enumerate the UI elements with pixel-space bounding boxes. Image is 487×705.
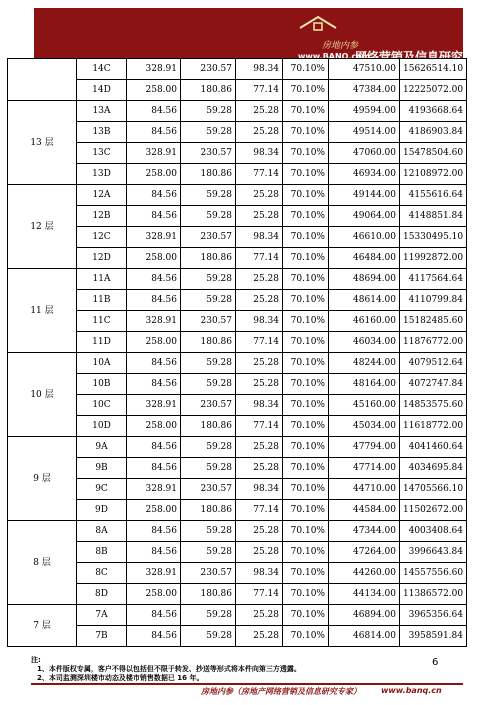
table-row: [8, 185, 467, 206]
value-cell: 46814.00: [329, 626, 400, 647]
unit-cell: 11D: [77, 332, 127, 353]
value-cell: 70.10%: [283, 479, 329, 500]
table-row: [8, 311, 467, 332]
value-cell: 59.28: [181, 542, 236, 563]
value-cell: 180.86: [181, 500, 236, 521]
value-cell: 49514.00: [329, 122, 400, 143]
unit-cell: 11A: [77, 269, 127, 290]
value-cell: 70.10%: [283, 353, 329, 374]
value-cell: 230.57: [181, 59, 236, 80]
table-row: [8, 395, 467, 416]
value-cell: 328.91: [127, 563, 181, 584]
floor-label: 11 层: [8, 269, 77, 353]
value-cell: 25.28: [236, 290, 283, 311]
value-cell: 46484.00: [329, 248, 400, 269]
footer-text: 房地内参（房地产网络营销及信息研究专家）: [201, 687, 361, 696]
unit-cell: 8A: [77, 521, 127, 542]
unit-cell: 12C: [77, 227, 127, 248]
value-cell: 98.34: [236, 227, 283, 248]
notes-label: 注:: [31, 656, 41, 664]
value-cell: 180.86: [181, 584, 236, 605]
value-cell: 70.10%: [283, 206, 329, 227]
value-cell: 84.56: [127, 437, 181, 458]
value-cell: 44134.00: [329, 584, 400, 605]
value-cell: 70.10%: [283, 416, 329, 437]
value-cell: 328.91: [127, 395, 181, 416]
value-cell: 46160.00: [329, 311, 400, 332]
unit-cell: 10D: [77, 416, 127, 437]
value-cell: 328.91: [127, 227, 181, 248]
value-cell: 15626514.10: [400, 59, 467, 80]
table-row: [8, 500, 467, 521]
value-cell: 3958591.84: [400, 626, 467, 647]
unit-cell: 13B: [77, 122, 127, 143]
value-cell: 70.10%: [283, 437, 329, 458]
notes-line-1: 1、本件版权专属，客户不得以包括但不限于转发、抄送等形式将本件向第三方透露。: [37, 665, 301, 673]
unit-cell: 10C: [77, 395, 127, 416]
value-cell: 230.57: [181, 227, 236, 248]
value-cell: 14705566.10: [400, 479, 467, 500]
unit-cell: 8B: [77, 542, 127, 563]
value-cell: 48244.00: [329, 353, 400, 374]
value-cell: 4110799.84: [400, 290, 467, 311]
value-cell: 59.28: [181, 437, 236, 458]
value-cell: 258.00: [127, 416, 181, 437]
value-cell: 230.57: [181, 395, 236, 416]
value-cell: 328.91: [127, 311, 181, 332]
value-cell: 84.56: [127, 521, 181, 542]
table-row: [8, 542, 467, 563]
header-banner: [34, 8, 487, 64]
table-row: [8, 563, 467, 584]
table-row: [8, 80, 467, 101]
value-cell: 47264.00: [329, 542, 400, 563]
header-url: www.BANQ.com: [298, 52, 371, 61]
value-cell: 15182485.60: [400, 311, 467, 332]
value-cell: 48694.00: [329, 269, 400, 290]
value-cell: 25.28: [236, 101, 283, 122]
value-cell: 84.56: [127, 458, 181, 479]
table-row: [8, 584, 467, 605]
header-tagline: 房地内参: [322, 41, 359, 51]
floor-label: 9 层: [8, 437, 77, 521]
value-cell: 70.10%: [283, 164, 329, 185]
value-cell: 180.86: [181, 164, 236, 185]
value-cell: 15330495.10: [400, 227, 467, 248]
value-cell: 180.86: [181, 248, 236, 269]
floor-label: 7 层: [8, 605, 77, 647]
value-cell: 70.10%: [283, 395, 329, 416]
unit-cell: 14D: [77, 80, 127, 101]
value-cell: 70.10%: [283, 542, 329, 563]
value-cell: 59.28: [181, 521, 236, 542]
value-cell: 14557556.60: [400, 563, 467, 584]
floor-label: 13 层: [8, 101, 77, 185]
value-cell: 14853575.60: [400, 395, 467, 416]
floor-label: 8 层: [8, 521, 77, 605]
value-cell: 59.28: [181, 185, 236, 206]
value-cell: 45160.00: [329, 395, 400, 416]
value-cell: 4034695.84: [400, 458, 467, 479]
value-cell: 70.10%: [283, 227, 329, 248]
house-logo-icon: [298, 14, 338, 36]
value-cell: 84.56: [127, 122, 181, 143]
value-cell: 180.86: [181, 80, 236, 101]
table-row: [8, 122, 467, 143]
value-cell: 230.57: [181, 143, 236, 164]
unit-cell: 9A: [77, 437, 127, 458]
value-cell: 230.57: [181, 563, 236, 584]
footer-url: www.banq.cn: [381, 686, 442, 695]
value-cell: 328.91: [127, 479, 181, 500]
value-cell: 70.10%: [283, 101, 329, 122]
value-cell: 98.34: [236, 479, 283, 500]
unit-cell: 11B: [77, 290, 127, 311]
value-cell: 59.28: [181, 122, 236, 143]
value-cell: 258.00: [127, 332, 181, 353]
table-row: [8, 437, 467, 458]
unit-cell: 7A: [77, 605, 127, 626]
table-row: [8, 290, 467, 311]
table-row: [8, 332, 467, 353]
value-cell: 77.14: [236, 80, 283, 101]
value-cell: 70.10%: [283, 143, 329, 164]
value-cell: 84.56: [127, 185, 181, 206]
value-cell: 11992872.00: [400, 248, 467, 269]
table-row: [8, 416, 467, 437]
value-cell: 25.28: [236, 185, 283, 206]
value-cell: 84.56: [127, 353, 181, 374]
table-row: [8, 521, 467, 542]
value-cell: 25.28: [236, 206, 283, 227]
unit-cell: 8C: [77, 563, 127, 584]
value-cell: 49594.00: [329, 101, 400, 122]
value-cell: 47344.00: [329, 521, 400, 542]
value-cell: 46034.00: [329, 332, 400, 353]
unit-cell: 9B: [77, 458, 127, 479]
value-cell: 77.14: [236, 164, 283, 185]
value-cell: 328.91: [127, 59, 181, 80]
floor-label: 12 层: [8, 185, 77, 269]
value-cell: 258.00: [127, 584, 181, 605]
unit-cell: 8D: [77, 584, 127, 605]
table-row: [8, 458, 467, 479]
table-row: [8, 164, 467, 185]
value-cell: 48614.00: [329, 290, 400, 311]
table-row: [8, 269, 467, 290]
value-cell: 258.00: [127, 80, 181, 101]
value-cell: 70.10%: [283, 521, 329, 542]
value-cell: 258.00: [127, 248, 181, 269]
value-cell: 46894.00: [329, 605, 400, 626]
value-cell: 25.28: [236, 122, 283, 143]
value-cell: 70.10%: [283, 185, 329, 206]
value-cell: 77.14: [236, 584, 283, 605]
value-cell: 25.28: [236, 374, 283, 395]
table-row: [8, 206, 467, 227]
value-cell: 180.86: [181, 332, 236, 353]
value-cell: 77.14: [236, 332, 283, 353]
value-cell: 11386572.00: [400, 584, 467, 605]
value-cell: 258.00: [127, 500, 181, 521]
unit-cell: 9C: [77, 479, 127, 500]
unit-cell: 12B: [77, 206, 127, 227]
value-cell: 25.28: [236, 605, 283, 626]
value-cell: 25.28: [236, 542, 283, 563]
value-cell: 44260.00: [329, 563, 400, 584]
value-cell: 77.14: [236, 500, 283, 521]
value-cell: 4193668.64: [400, 101, 467, 122]
unit-cell: 14C: [77, 59, 127, 80]
price-table: [7, 58, 467, 647]
value-cell: 15478504.60: [400, 143, 467, 164]
value-cell: 84.56: [127, 101, 181, 122]
value-cell: 84.56: [127, 206, 181, 227]
value-cell: 98.34: [236, 143, 283, 164]
table-row: [8, 479, 467, 500]
table-row: [8, 101, 467, 122]
header-title: 网络营销及信息研究专家: [355, 50, 487, 64]
value-cell: 4041460.64: [400, 437, 467, 458]
value-cell: 47510.00: [329, 59, 400, 80]
value-cell: 70.10%: [283, 605, 329, 626]
value-cell: 25.28: [236, 353, 283, 374]
value-cell: 98.34: [236, 311, 283, 332]
value-cell: 25.28: [236, 269, 283, 290]
value-cell: 77.14: [236, 248, 283, 269]
value-cell: 70.10%: [283, 80, 329, 101]
value-cell: 258.00: [127, 164, 181, 185]
value-cell: 70.10%: [283, 584, 329, 605]
table-row: [8, 353, 467, 374]
page-number: 6: [432, 657, 439, 668]
value-cell: 59.28: [181, 353, 236, 374]
value-cell: 84.56: [127, 542, 181, 563]
value-cell: 70.10%: [283, 458, 329, 479]
value-cell: 70.10%: [283, 500, 329, 521]
table-row: [8, 248, 467, 269]
value-cell: 59.28: [181, 269, 236, 290]
value-cell: 70.10%: [283, 563, 329, 584]
value-cell: 70.10%: [283, 59, 329, 80]
value-cell: 44584.00: [329, 500, 400, 521]
value-cell: 59.28: [181, 458, 236, 479]
value-cell: 11876772.00: [400, 332, 467, 353]
value-cell: 44710.00: [329, 479, 400, 500]
table-row: [8, 59, 467, 80]
unit-cell: 13A: [77, 101, 127, 122]
unit-cell: 11C: [77, 311, 127, 332]
value-cell: 328.91: [127, 143, 181, 164]
value-cell: 12225072.00: [400, 80, 467, 101]
value-cell: 4148851.84: [400, 206, 467, 227]
value-cell: 98.34: [236, 59, 283, 80]
value-cell: 180.86: [181, 416, 236, 437]
unit-cell: 12A: [77, 185, 127, 206]
value-cell: 4003408.64: [400, 521, 467, 542]
value-cell: 47384.00: [329, 80, 400, 101]
unit-cell: 13C: [77, 143, 127, 164]
value-cell: 12108972.00: [400, 164, 467, 185]
value-cell: 84.56: [127, 290, 181, 311]
value-cell: 70.10%: [283, 332, 329, 353]
value-cell: 70.10%: [283, 374, 329, 395]
value-cell: 46934.00: [329, 164, 400, 185]
value-cell: 47060.00: [329, 143, 400, 164]
floor-label: [8, 59, 77, 101]
value-cell: 59.28: [181, 605, 236, 626]
value-cell: 25.28: [236, 458, 283, 479]
value-cell: 25.28: [236, 626, 283, 647]
value-cell: 49064.00: [329, 206, 400, 227]
value-cell: 59.28: [181, 101, 236, 122]
value-cell: 70.10%: [283, 248, 329, 269]
value-cell: 11618772.00: [400, 416, 467, 437]
value-cell: 70.10%: [283, 290, 329, 311]
table-row: [8, 605, 467, 626]
value-cell: 59.28: [181, 206, 236, 227]
unit-cell: 9D: [77, 500, 127, 521]
value-cell: 59.28: [181, 290, 236, 311]
table-row: [8, 374, 467, 395]
value-cell: 4072747.84: [400, 374, 467, 395]
value-cell: 45034.00: [329, 416, 400, 437]
value-cell: 84.56: [127, 374, 181, 395]
value-cell: 11502672.00: [400, 500, 467, 521]
value-cell: 59.28: [181, 626, 236, 647]
value-cell: 98.34: [236, 563, 283, 584]
value-cell: 230.57: [181, 479, 236, 500]
unit-cell: 7B: [77, 626, 127, 647]
notes: [31, 656, 427, 680]
floor-label: 10 层: [8, 353, 77, 437]
value-cell: 4186903.84: [400, 122, 467, 143]
table-row: [8, 143, 467, 164]
value-cell: 84.56: [127, 626, 181, 647]
table-row: [8, 227, 467, 248]
value-cell: 98.34: [236, 395, 283, 416]
value-cell: 230.57: [181, 311, 236, 332]
value-cell: 25.28: [236, 437, 283, 458]
value-cell: 3965356.64: [400, 605, 467, 626]
value-cell: 70.10%: [283, 269, 329, 290]
value-cell: 3996643.84: [400, 542, 467, 563]
value-cell: 59.28: [181, 374, 236, 395]
unit-cell: 10B: [77, 374, 127, 395]
value-cell: 48164.00: [329, 374, 400, 395]
value-cell: 70.10%: [283, 311, 329, 332]
notes-line-2: 2、本司监测深圳楼市动态及楼市销售数据已 16 年。: [37, 674, 204, 682]
footer: [31, 683, 463, 699]
value-cell: 47794.00: [329, 437, 400, 458]
value-cell: 84.56: [127, 605, 181, 626]
value-cell: 4155616.64: [400, 185, 467, 206]
value-cell: 70.10%: [283, 626, 329, 647]
value-cell: 49144.00: [329, 185, 400, 206]
value-cell: 47714.00: [329, 458, 400, 479]
table-row: [8, 626, 467, 647]
value-cell: 70.10%: [283, 122, 329, 143]
value-cell: 46610.00: [329, 227, 400, 248]
unit-cell: 13D: [77, 164, 127, 185]
value-cell: 4079512.64: [400, 353, 467, 374]
value-cell: 84.56: [127, 269, 181, 290]
value-cell: 4117564.64: [400, 269, 467, 290]
value-cell: 77.14: [236, 416, 283, 437]
unit-cell: 12D: [77, 248, 127, 269]
unit-cell: 10A: [77, 353, 127, 374]
value-cell: 25.28: [236, 521, 283, 542]
